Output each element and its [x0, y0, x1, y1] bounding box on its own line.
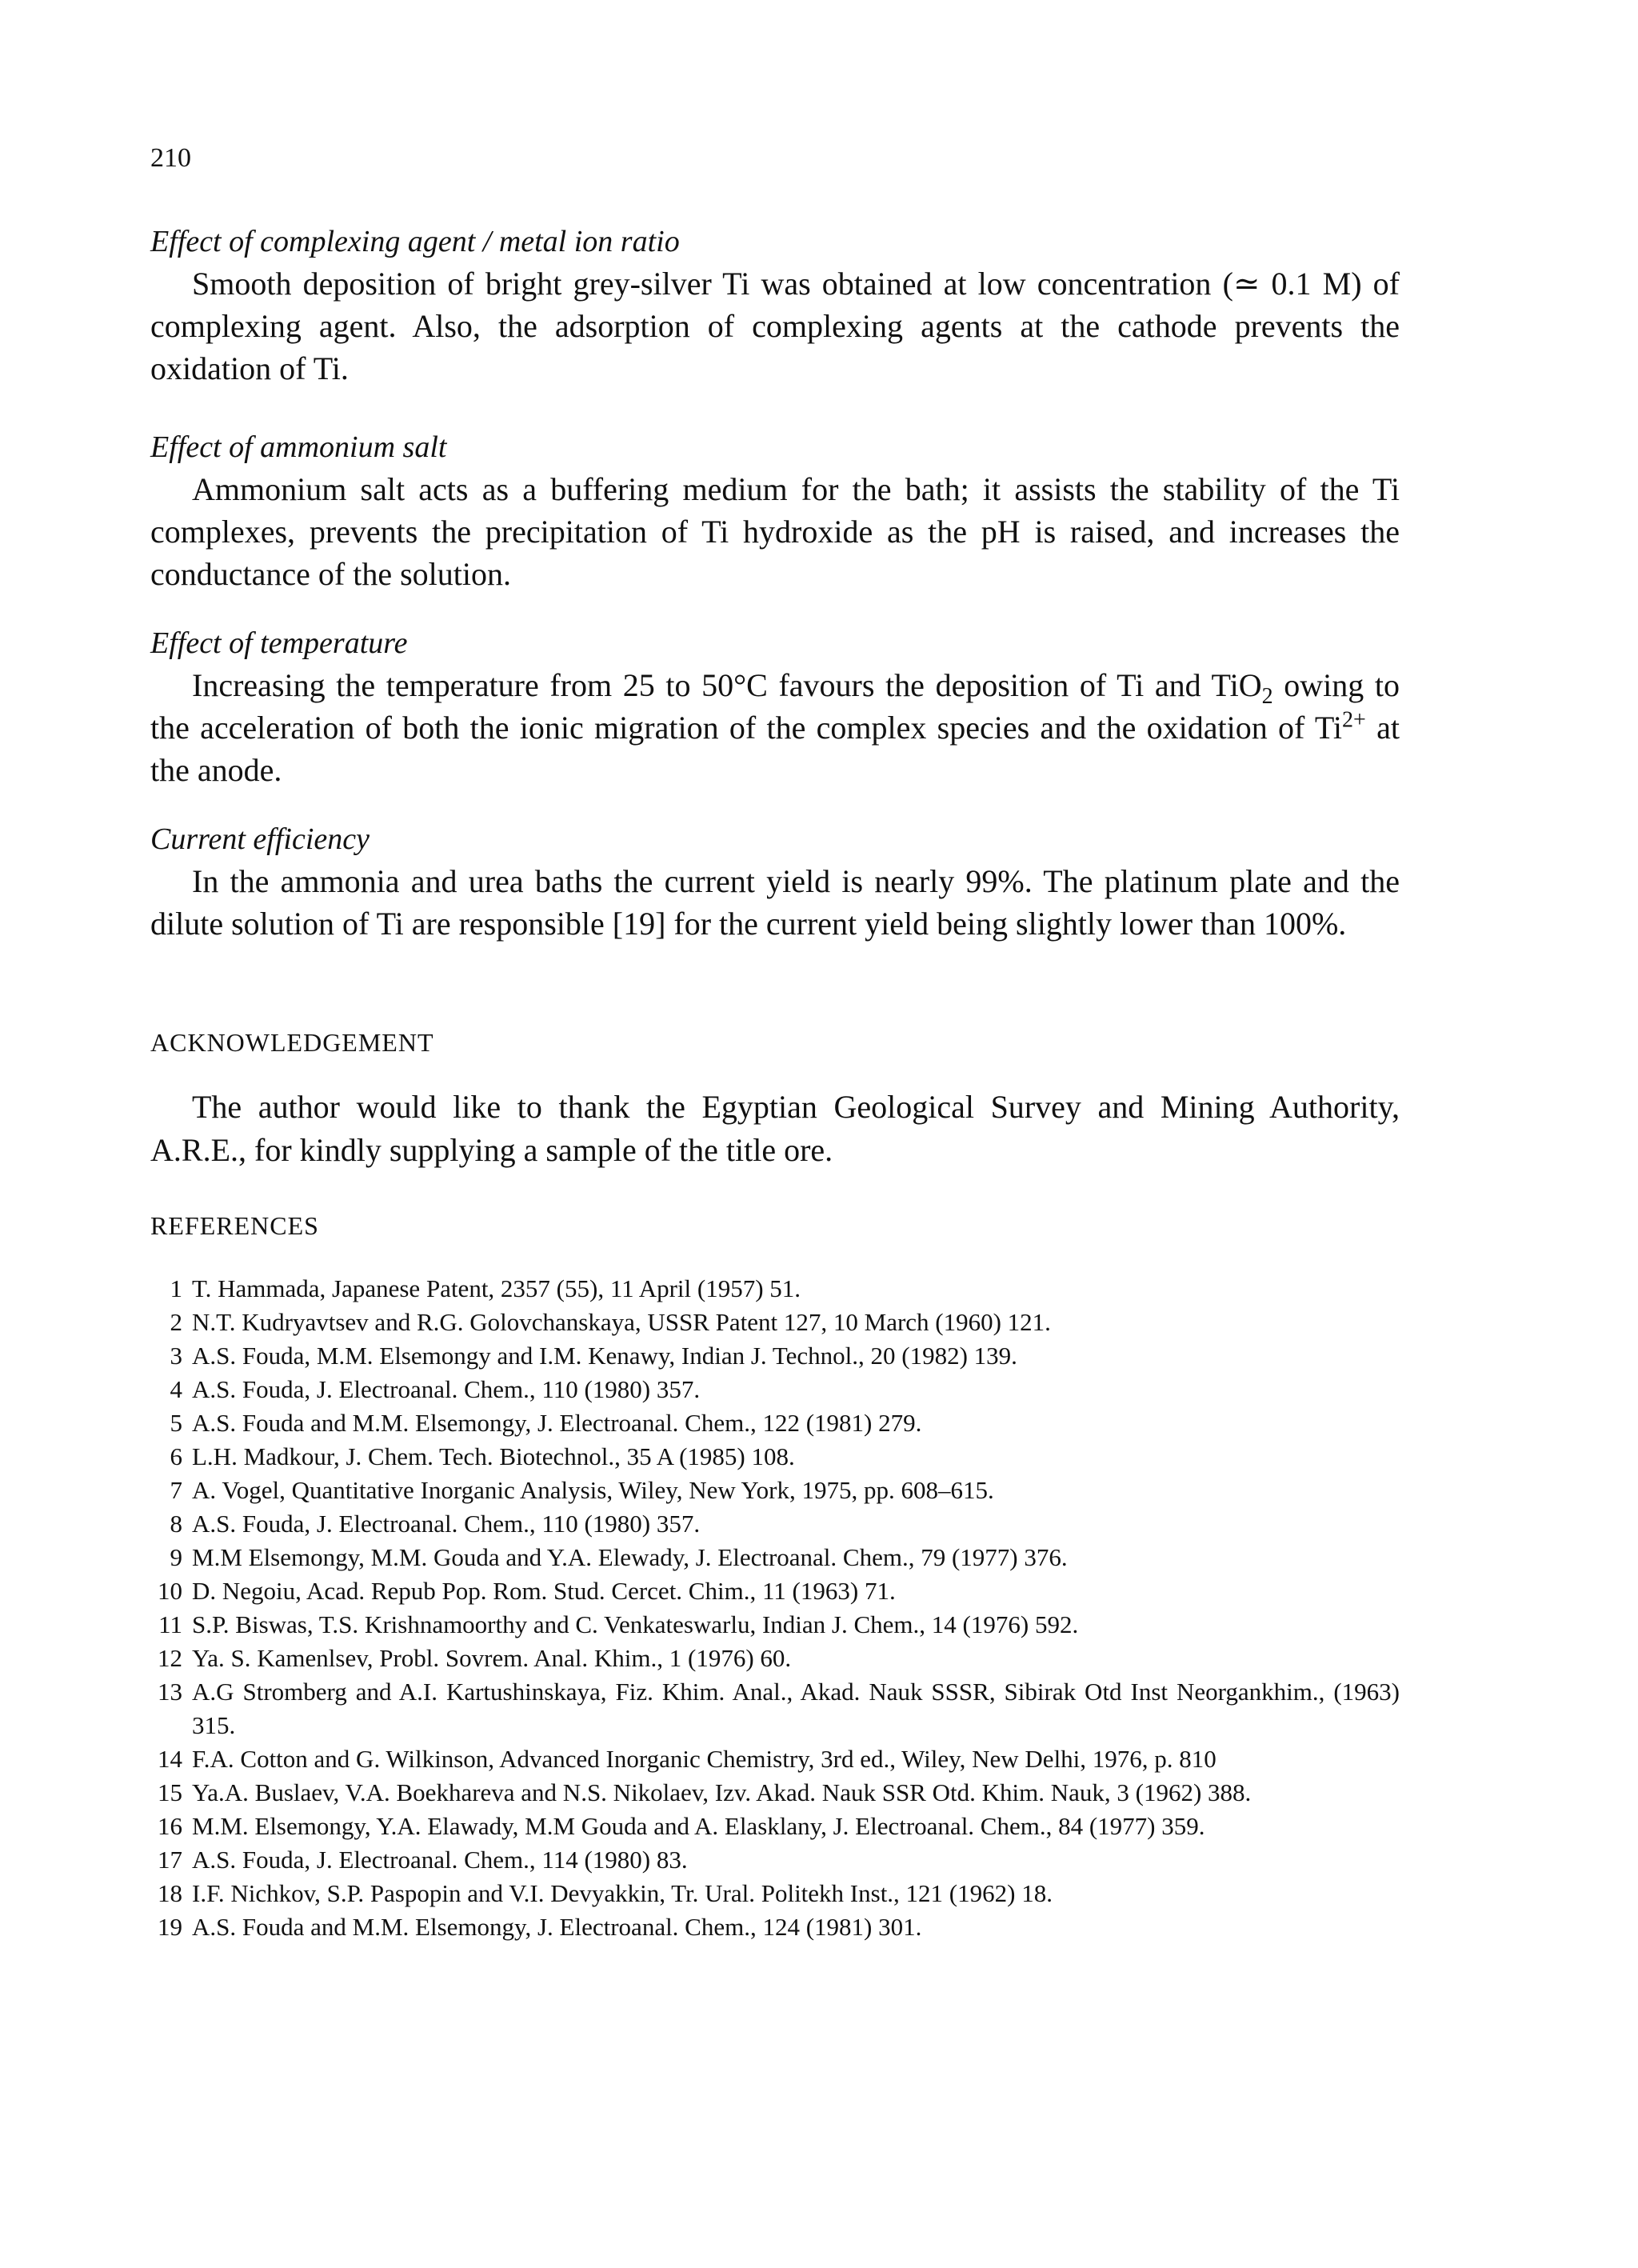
reference-number: 19: [158, 1913, 182, 1941]
reference-text: A.S. Fouda, J. Electroanal. Chem., 110 (1980) 357.: [192, 1375, 701, 1403]
section-current-efficiency: [150, 818, 1400, 945]
reference-text: A.S. Fouda, J. Electroanal. Chem., 110 (1980) 357.: [192, 1510, 701, 1538]
acknowledgement-heading: ACKNOWLEDGEMENT: [150, 1028, 434, 1057]
reference-text: L.H. Madkour, J. Chem. Tech. Biotechnol., 35 A (1985) 108.: [192, 1442, 795, 1470]
section-body: Smooth deposition of bright grey-silver Ti was obtained at low concentration (≃ 0.1 M) of complexing agent. Also, the adsorption of complexing agents at the cathode prevents the oxidation of Ti.: [150, 266, 1400, 386]
reference-text: M.M. Elsemongy, Y.A. Elawady, M.M Gouda and A. Elasklany, J. Electroanal. Chem., 84 (1977) 359.: [192, 1812, 1205, 1840]
body-text: Increasing the temperature from 25 to 50°C favours the deposition of Ti and TiO: [192, 667, 1262, 703]
paper-page: [150, 0, 1400, 2268]
reference-text: A.S. Fouda and M.M. Elsemongy, J. Electroanal. Chem., 124 (1981) 301.: [192, 1913, 922, 1941]
reference-text: N.T. Kudryavtsev and R.G. Golovchanskaya, USSR Patent 127, 10 March (1960) 121.: [192, 1308, 1051, 1336]
reference-text: A.S. Fouda and M.M. Elsemongy, J. Electroanal. Chem., 122 (1981) 279.: [192, 1409, 922, 1437]
reference-text: A.G Stromberg and A.I. Kartushinskaya, Fiz. Khim. Anal., Akad. Nauk SSSR, Sibirak Otd Inst Neorgankhim., (1963) 315.: [192, 1678, 1400, 1739]
reference-item: [150, 1373, 1400, 1406]
page-number: 210: [150, 143, 191, 173]
reference-item: [150, 1843, 1400, 1877]
reference-text: A.S. Fouda, J. Electroanal. Chem., 114 (1980) 83.: [192, 1846, 688, 1874]
reference-item: [150, 1339, 1400, 1373]
reference-text: T. Hammada, Japanese Patent, 2357 (55), 11 April (1957) 51.: [192, 1274, 801, 1302]
superscript: 2+: [1342, 707, 1366, 733]
acknowledgement-body: The author would like to thank the Egyptian Geological Survey and Mining Authority, A.R.E., for kindly supplying a sample of the title ore.: [150, 1089, 1400, 1168]
reference-text: S.P. Biswas, T.S. Krishnamoorthy and C. Venkateswarlu, Indian J. Chem., 14 (1976) 592.: [192, 1610, 1079, 1638]
references-list: [150, 1272, 1400, 1944]
reference-item: [150, 1272, 1400, 1306]
section-ammonium-salt: [150, 426, 1400, 595]
reference-number: 17: [158, 1846, 182, 1874]
reference-number: 13: [158, 1678, 182, 1706]
reference-number: 2: [170, 1308, 182, 1336]
reference-item: [150, 1507, 1400, 1541]
reference-number: 7: [170, 1476, 182, 1504]
reference-number: 12: [158, 1644, 182, 1672]
reference-text: Ya. S. Kamenlsev, Probl. Sovrem. Anal. Khim., 1 (1976) 60.: [192, 1644, 792, 1672]
reference-item: [150, 1574, 1400, 1608]
reference-number: 9: [170, 1543, 182, 1571]
reference-item: [150, 1910, 1400, 1944]
reference-item: [150, 1608, 1400, 1642]
reference-number: 5: [170, 1409, 182, 1437]
reference-text: I.F. Nichkov, S.P. Paspopin and V.I. Devyakkin, Tr. Ural. Politekh Inst., 121 (1962) 18.: [192, 1879, 1053, 1907]
reference-number: 10: [158, 1577, 182, 1605]
reference-item: [150, 1440, 1400, 1474]
section-heading: Effect of temperature: [150, 626, 408, 660]
reference-text: A. Vogel, Quantitative Inorganic Analysis, Wiley, New York, 1975, pp. 608–615.: [192, 1476, 994, 1504]
reference-item: [150, 1642, 1400, 1675]
section-heading: Effect of ammonium salt: [150, 430, 447, 464]
reference-number: 15: [158, 1778, 182, 1806]
reference-number: 6: [170, 1442, 182, 1470]
section-heading: Effect of complexing agent / metal ion ratio: [150, 225, 680, 258]
body-text: owing to the acceleration of both the ionic migration of the complex species and the oxidation of Ti: [150, 667, 1400, 746]
reference-item: [150, 1776, 1400, 1810]
reference-item: [150, 1306, 1400, 1339]
reference-item: [150, 1541, 1400, 1574]
reference-number: 14: [158, 1745, 182, 1773]
section-body: [150, 664, 1400, 791]
section-body: Ammonium salt acts as a buffering medium for the bath; it assists the stability of the Ti complexes, prevents the precipitation of Ti hydroxide as the pH is raised, and increases the conductance of the solution.: [150, 471, 1400, 592]
reference-number: 3: [170, 1342, 182, 1370]
body-text: at the anode.: [150, 710, 1400, 788]
reference-item: [150, 1810, 1400, 1843]
section-temperature: [150, 622, 1400, 791]
reference-text: A.S. Fouda, M.M. Elsemongy and I.M. Kenawy, Indian J. Technol., 20 (1982) 139.: [192, 1342, 1017, 1370]
reference-text: F.A. Cotton and G. Wilkinson, Advanced Inorganic Chemistry, 3rd ed., Wiley, New Delhi, 1976, p. 810: [192, 1745, 1217, 1773]
reference-number: 1: [170, 1274, 182, 1302]
reference-number: 18: [158, 1879, 182, 1907]
reference-item: [150, 1474, 1400, 1507]
reference-number: 4: [170, 1375, 182, 1403]
section-body: In the ammonia and urea baths the current yield is nearly 99%. The platinum plate and the dilute solution of Ti are responsible [19] for the current yield being slightly lower than 100%.: [150, 863, 1400, 942]
reference-number: 16: [158, 1812, 182, 1840]
section-complexing-agent: [150, 221, 1400, 390]
reference-number: 11: [158, 1610, 182, 1638]
reference-text: M.M Elsemongy, M.M. Gouda and Y.A. Elewady, J. Electroanal. Chem., 79 (1977) 376.: [192, 1543, 1068, 1571]
section-heading: Current efficiency: [150, 822, 370, 856]
reference-item: [150, 1675, 1400, 1742]
reference-text: D. Negoiu, Acad. Repub Pop. Rom. Stud. Cercet. Chim., 11 (1963) 71.: [192, 1577, 896, 1605]
references-heading: REFERENCES: [150, 1211, 319, 1240]
subscript: 2: [1261, 684, 1273, 709]
reference-number: 8: [170, 1510, 182, 1538]
reference-item: [150, 1877, 1400, 1910]
reference-item: [150, 1742, 1400, 1776]
reference-text: Ya.A. Buslaev, V.A. Boekhareva and N.S. Nikolaev, Izv. Akad. Nauk SSR Otd. Khim. Nauk, 3 (1962) 388.: [192, 1778, 1252, 1806]
reference-item: [150, 1406, 1400, 1440]
